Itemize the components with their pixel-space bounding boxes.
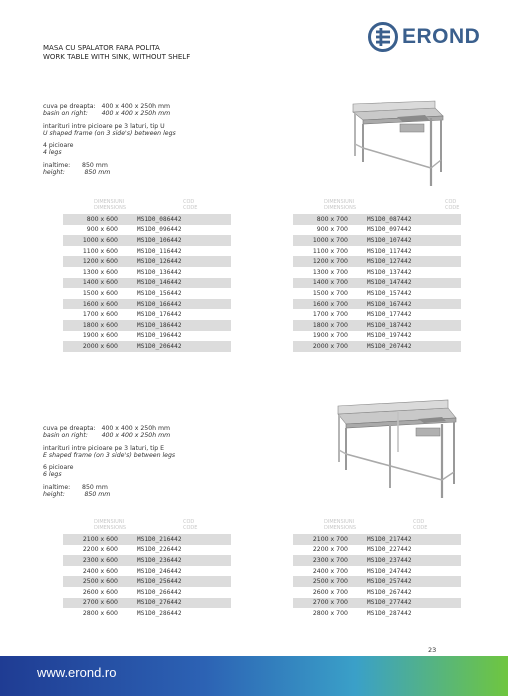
product-image-6-legs (330, 392, 458, 504)
dimension: 2600 x 600 (82, 588, 118, 596)
product-code: MS1D0_096442 (137, 226, 182, 234)
dimension: 1000 x 700 (312, 236, 348, 244)
dimension: 900 x 700 (316, 226, 348, 234)
product-code: MS1D0_157442 (367, 289, 412, 297)
table-row (63, 225, 231, 236)
table-row (293, 534, 461, 545)
table-row (293, 566, 461, 577)
product-code: MS1D0_276442 (137, 599, 182, 607)
dimension: 1400 x 600 (82, 279, 118, 287)
table-row (293, 278, 461, 289)
header-dim-ro: DIMENSIUNI (94, 199, 125, 205)
dimension: 1700 x 700 (312, 311, 348, 319)
table-2-right (293, 520, 461, 619)
product-code: MS1D0_236442 (137, 556, 182, 564)
erond-logo-icon (368, 22, 398, 52)
dimension: 2800 x 700 (312, 609, 348, 617)
table-1-left (63, 200, 231, 352)
table-row (63, 235, 231, 246)
table-row (293, 267, 461, 278)
table-row (63, 576, 231, 587)
dimension: 2300 x 600 (82, 556, 118, 564)
brand-name: EROND (402, 25, 481, 48)
dimension: 1400 x 700 (312, 279, 348, 287)
dimension: 2600 x 700 (312, 588, 348, 596)
header-dim-ro: DIMENSIUNI (94, 519, 125, 525)
table-header (293, 200, 461, 214)
dimension: 800 x 700 (316, 215, 348, 223)
product-image-4-legs (345, 100, 445, 190)
product-code: MS1D0_086442 (137, 215, 182, 223)
sink-en: basin on right: 400 x 400 x 250h mm (43, 110, 171, 118)
page-title (43, 44, 190, 62)
brand-logo (368, 22, 492, 52)
frame-ro: intarituri intre picioare pe 3 laturi, tip E (43, 444, 165, 452)
dimension: 2700 x 700 (312, 599, 348, 607)
spec-block-2 (43, 425, 175, 498)
frame-en: U shaped frame (on 3 side's) between legs (43, 129, 176, 137)
product-code: MS1D0_206442 (137, 342, 182, 350)
table-row (63, 278, 231, 289)
product-code: MS1D0_216442 (137, 535, 182, 543)
product-code: MS1D0_117442 (367, 247, 412, 255)
table-row (293, 225, 461, 236)
dimension: 1600 x 700 (312, 300, 348, 308)
dimension: 1200 x 600 (82, 258, 118, 266)
page-number: 23 (428, 646, 437, 654)
dimension: 1300 x 700 (312, 268, 348, 276)
header-dim-en: DIMENSIONS (324, 524, 357, 531)
product-code: MS1D0_187442 (367, 321, 412, 329)
table-row (63, 331, 231, 342)
legs-en: 4 legs (43, 149, 62, 157)
product-code: MS1D0_226442 (137, 546, 182, 554)
dimension: 1300 x 600 (82, 268, 118, 276)
header-dim-en: DIMENSIONS (324, 204, 357, 211)
table-row (63, 320, 231, 331)
table-row (293, 214, 461, 225)
dimension: 1900 x 600 (82, 332, 118, 340)
product-code: MS1D0_247442 (367, 567, 412, 575)
product-code: MS1D0_197442 (367, 332, 412, 340)
frame-en: E shaped frame (on 3 side's) between legs (43, 451, 176, 459)
dimension: 1200 x 700 (312, 258, 348, 266)
table-row (293, 235, 461, 246)
table-row (63, 608, 231, 619)
table-row (63, 545, 231, 556)
title-ro: MASA CU SPALATOR FARA POLITA (43, 44, 160, 52)
table-row (293, 341, 461, 352)
dimension: 2500 x 600 (82, 578, 118, 586)
product-code: MS1D0_286442 (137, 609, 182, 617)
height-en: height: 850 mm (43, 491, 111, 499)
frame-ro: intarituri intre picioare pe 3 laturi, tip U (43, 122, 165, 130)
header-code-ro: COD (413, 519, 425, 525)
product-code: MS1D0_097442 (367, 226, 412, 234)
product-code: MS1D0_256442 (137, 578, 182, 586)
header-dim-ro: DIMENSIUNI (324, 519, 355, 525)
header-code-ro: COD (183, 519, 195, 525)
dimension: 1700 x 600 (82, 311, 118, 319)
table-row (63, 587, 231, 598)
product-code: MS1D0_107442 (367, 236, 412, 244)
product-code: MS1D0_257442 (367, 578, 412, 586)
dimension: 2800 x 600 (82, 609, 118, 617)
table-row (293, 331, 461, 342)
sink-ro: cuva pe dreapta: 400 x 400 x 250h mm (43, 425, 171, 432)
table-row (293, 288, 461, 299)
product-code: MS1D0_127442 (367, 258, 412, 266)
dimension: 2200 x 600 (82, 546, 118, 554)
dimension: 2000 x 700 (312, 342, 348, 350)
dimension: 2400 x 600 (82, 567, 118, 575)
header-dim-en: DIMENSIONS (94, 524, 127, 531)
product-code: MS1D0_167442 (367, 300, 412, 308)
dimension: 1100 x 600 (82, 247, 118, 255)
legs-en: 6 legs (43, 471, 62, 479)
table-header (293, 520, 461, 534)
dimension: 1500 x 600 (82, 289, 118, 297)
product-code: MS1D0_227442 (367, 546, 412, 554)
table-row (293, 320, 461, 331)
product-code: MS1D0_146442 (137, 279, 182, 287)
header-code-en: CODE (413, 524, 428, 531)
product-code: MS1D0_266442 (137, 588, 182, 596)
product-code: MS1D0_246442 (137, 567, 182, 575)
legs-ro: 6 picioare (43, 464, 74, 472)
dimension: 1500 x 700 (312, 289, 348, 297)
title-en: WORK TABLE WITH SINK, WITHOUT SHELF (43, 53, 191, 61)
legs-ro: 4 picioare (43, 142, 74, 150)
product-code: MS1D0_277442 (367, 599, 412, 607)
product-code: MS1D0_136442 (137, 268, 182, 276)
product-code: MS1D0_147442 (367, 279, 412, 287)
product-code: MS1D0_156442 (137, 289, 182, 297)
dimension: 2100 x 700 (312, 535, 348, 543)
dimension: 2100 x 600 (82, 535, 118, 543)
table-row (63, 566, 231, 577)
table-row (63, 598, 231, 609)
height-ro: inaltime: 850 mm (43, 483, 108, 491)
table-row (293, 576, 461, 587)
table-row (63, 256, 231, 267)
table-row (293, 309, 461, 320)
dimension: 2200 x 700 (312, 546, 348, 554)
product-code: MS1D0_116442 (137, 247, 182, 255)
table-1-right (293, 200, 461, 352)
table-row (293, 246, 461, 257)
table-row (63, 288, 231, 299)
product-code: MS1D0_126442 (137, 258, 182, 266)
header-code-en: CODE (445, 204, 460, 211)
table-row (63, 246, 231, 257)
dimension: 2300 x 700 (312, 556, 348, 564)
header-code-en: CODE (183, 524, 198, 531)
table-row (293, 608, 461, 619)
product-code: MS1D0_217442 (367, 535, 412, 543)
product-code: MS1D0_176442 (137, 311, 182, 319)
website-link[interactable]: www.erond.ro (37, 665, 117, 680)
product-code: MS1D0_207442 (367, 342, 412, 350)
header-code-ro: COD (183, 199, 195, 205)
product-code: MS1D0_267442 (367, 588, 412, 596)
table-row (293, 545, 461, 556)
height-en: height: 850 mm (43, 169, 111, 177)
table-row (63, 341, 231, 352)
dimension: 2700 x 600 (82, 599, 118, 607)
table-row (63, 267, 231, 278)
product-code: MS1D0_137442 (367, 268, 412, 276)
dimension: 2400 x 700 (312, 567, 348, 575)
dimension: 1800 x 600 (82, 321, 118, 329)
dimension: 800 x 600 (86, 215, 118, 223)
footer-banner (0, 656, 508, 696)
table-row (293, 555, 461, 566)
table-row (293, 598, 461, 609)
header-code-ro: COD (445, 199, 457, 205)
product-code: MS1D0_196442 (137, 332, 182, 340)
header-dim-en: DIMENSIONS (94, 204, 127, 211)
table-row (63, 214, 231, 225)
product-code: MS1D0_237442 (367, 556, 412, 564)
table-2-left (63, 520, 231, 619)
table-row (63, 299, 231, 310)
sink-en: basin on right: 400 x 400 x 250h mm (43, 432, 171, 440)
product-code: MS1D0_186442 (137, 321, 182, 329)
dimension: 1100 x 700 (312, 247, 348, 255)
header-dim-ro: DIMENSIUNI (324, 199, 355, 205)
table-header (63, 520, 231, 534)
dimension: 1600 x 600 (82, 300, 118, 308)
table-row (63, 309, 231, 320)
product-code: MS1D0_177442 (367, 311, 412, 319)
product-code: MS1D0_106442 (137, 236, 182, 244)
table-header (63, 200, 231, 214)
dimension: 2000 x 600 (82, 342, 118, 350)
table-row (63, 555, 231, 566)
dimension: 1000 x 600 (82, 236, 118, 244)
product-code: MS1D0_166442 (137, 300, 182, 308)
dimension: 1900 x 700 (312, 332, 348, 340)
dimension: 2500 x 700 (312, 578, 348, 586)
product-code: MS1D0_287442 (367, 609, 412, 617)
dimension: 900 x 600 (86, 226, 118, 234)
sink-ro: cuva pe dreapta: 400 x 400 x 250h mm (43, 103, 171, 110)
height-ro: inaltime: 850 mm (43, 161, 108, 169)
spec-block-1 (43, 103, 176, 176)
dimension: 1800 x 700 (312, 321, 348, 329)
table-row (293, 256, 461, 267)
table-row (293, 587, 461, 598)
table-row (293, 299, 461, 310)
product-code: MS1D0_087442 (367, 215, 412, 223)
table-row (63, 534, 231, 545)
header-code-en: CODE (183, 204, 198, 211)
